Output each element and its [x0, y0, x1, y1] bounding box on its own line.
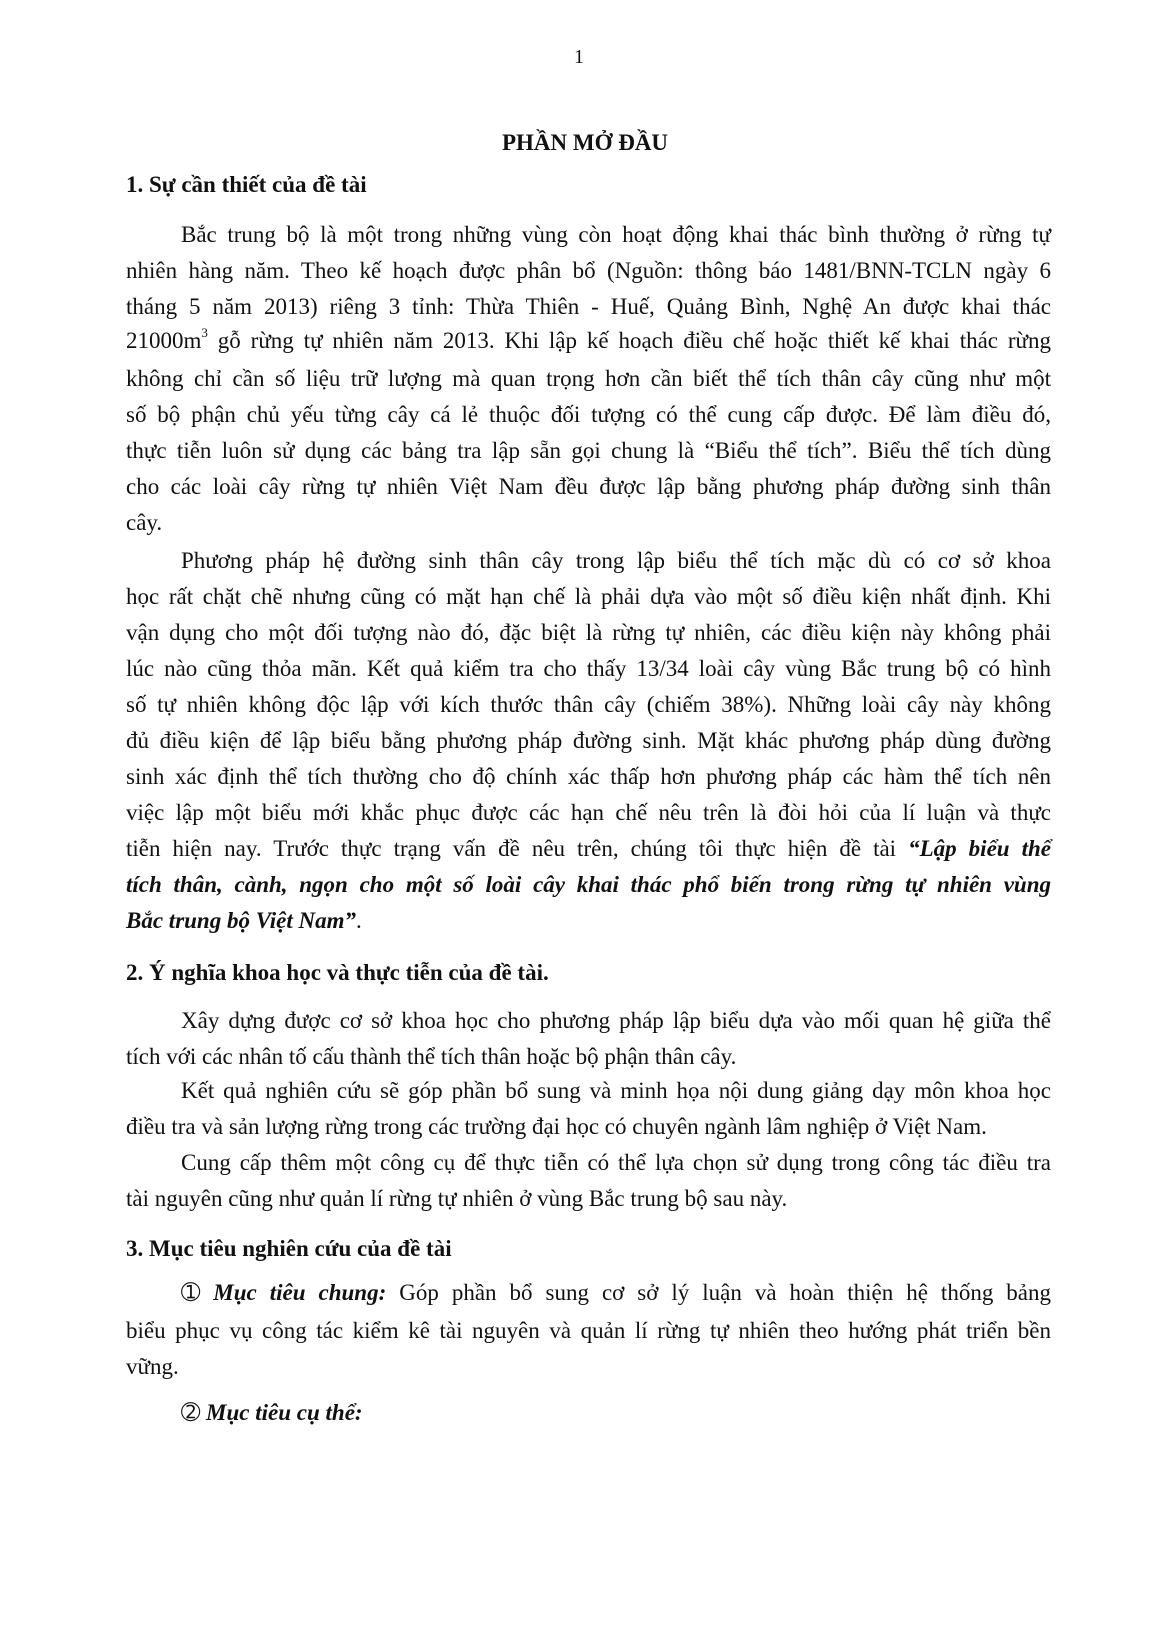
- paragraph-line: Phương pháp hệ đường sinh thân cây trong lập biểu thể tích mặc dù có cơ sở khoa: [181, 548, 1051, 573]
- paragraph-line: số tự nhiên không độc lập với kích thước thân cây (chiếm 38%). Những loài cây này không: [126, 692, 1051, 717]
- paragraph-line: học rất chặt chẽ nhưng cũng có mặt hạn chế là phải dựa vào một số điều kiện nhất định. Khi: [126, 584, 1051, 609]
- page-number: 1: [574, 46, 584, 68]
- paragraph-line: Cung cấp thêm một công cụ để thực tiễn có thể lựa chọn sử dụng trong công tác điều tra: [181, 1150, 1051, 1175]
- paragraph-line: vận dụng cho một đối tượng nào đó, đặc biệt là rừng tự nhiên, các điều kiện này không phải: [126, 620, 1051, 645]
- paragraph-fragment: .: [356, 908, 362, 933]
- section-2-heading: 2. Ý nghĩa khoa học và thực tiễn của đề tài.: [126, 960, 549, 985]
- paragraph-line: [126, 325, 1052, 354]
- paragraph-line: Xây dựng được cơ sở khoa học cho phương pháp lập biểu dựa vào mối quan hệ giữa thể: [181, 1008, 1051, 1033]
- paragraph-line: tài nguyên cũng như quản lí rừng tự nhiên ở vùng Bắc trung bộ sau này.: [126, 1186, 788, 1211]
- paragraph-line: không chỉ cần số liệu trữ lượng mà quan trọng hơn cần biết thể tích thân cây cũng như một: [126, 366, 1051, 391]
- paragraph-line: điều tra và sản lượng rừng trong các trường đại học có chuyên ngành lâm nghiệp ở Việt Nam.: [126, 1114, 987, 1139]
- section-3-heading: 3. Mục tiêu nghiên cứu của đề tài: [126, 1236, 452, 1261]
- volume-value: 21000m: [126, 328, 202, 353]
- paragraph-line: đủ điều kiện để lập biểu bằng phương pháp đường sinh. Mặt khác phương pháp dùng đường: [126, 728, 1051, 753]
- paragraph-line: vững.: [126, 1354, 179, 1379]
- paragraph-line: sinh xác định thể tích thường cho độ chính xác thấp hơn phương pháp các hàm thể tích nên: [126, 764, 1051, 789]
- paragraph-line: nhiên hàng năm. Theo kế hoạch được phân bổ (Nguồn: thông báo 1481/BNN-TCLN ngày 6: [126, 258, 1051, 283]
- paragraph-line: Bắc trung bộ là một trong những vùng còn hoạt động khai thác bình thường ở rừng tự: [181, 222, 1051, 247]
- paragraph-line: [181, 1400, 1051, 1426]
- topic-title: “Lập biểu thể: [908, 836, 1051, 861]
- paragraph-line: tích với các nhân tố cấu thành thể tích thân hoặc bộ phận thân cây.: [126, 1044, 737, 1069]
- paragraph-line: việc lập một biểu mới khắc phục được các hạn chế nêu trên là đòi hỏi của lí luận và thực: [126, 800, 1051, 825]
- topic-title-line: tích thân, cành, ngọn cho một số loài cây khai thác phổ biến trong rừng tự nhiên vùng: [126, 872, 1051, 897]
- paragraph-line: [126, 908, 1051, 934]
- paragraph-fragment: tiễn hiện nay. Trước thực trạng vấn đề nêu trên, chúng tôi thực hiện đề tài: [126, 836, 897, 861]
- paragraph-line: [181, 1280, 1051, 1306]
- circled-two-icon: ➁: [181, 1400, 201, 1425]
- paragraph-line: cho các loài cây rừng tự nhiên Việt Nam đều được lập bằng phương pháp đường sinh thân: [126, 474, 1051, 499]
- paragraph-line: tháng 5 năm 2013) riêng 3 tỉnh: Thừa Thiên - Huế, Quảng Bình, Nghệ An được khai thác: [126, 294, 1051, 319]
- topic-title: Bắc trung bộ Việt Nam”: [126, 908, 357, 933]
- volume-exponent: 3: [201, 325, 208, 340]
- specific-objective-label: Mục tiêu cụ thể:: [206, 1400, 363, 1425]
- paragraph-line: lúc nào cũng thỏa mãn. Kết quả kiểm tra cho thấy 13/34 loài cây vùng Bắc trung bộ có hình: [126, 656, 1051, 681]
- paragraph-line: biểu phục vụ công tác kiểm kê tài nguyên và quản lí rừng tự nhiên theo hướng phát triển bền: [126, 1318, 1051, 1343]
- circled-one-icon: ➀: [181, 1280, 201, 1305]
- paragraph-line: thực tiễn luôn sử dụng các bảng tra lập sẵn gọi chung là “Biểu thể tích”. Biểu thể tích dùng: [126, 438, 1051, 463]
- paragraph-line: cây.: [126, 510, 163, 535]
- paragraph-line: số bộ phận chủ yếu từng cây cá lẻ thuộc đối tượng có thể cung cấp được. Để làm điều đó,: [126, 402, 1051, 427]
- paragraph-fragment: gỗ rừng tự nhiên năm 2013. Khi lập kế hoạch điều chế hoặc thiết kế khai thác rừng: [217, 328, 1052, 353]
- paragraph-fragment: Góp phần bổ sung cơ sở lý luận và hoàn thiện hệ thống bảng: [399, 1280, 1052, 1305]
- paragraph-line: [126, 836, 1051, 862]
- paragraph-line: Kết quả nghiên cứu sẽ góp phần bổ sung và minh họa nội dung giảng dạy môn khoa học: [181, 1078, 1051, 1103]
- general-objective-label: Mục tiêu chung:: [213, 1280, 387, 1305]
- section-1-heading: 1. Sự cần thiết của đề tài: [126, 172, 367, 197]
- page-title: PHẦN MỞ ĐẦU: [501, 130, 669, 155]
